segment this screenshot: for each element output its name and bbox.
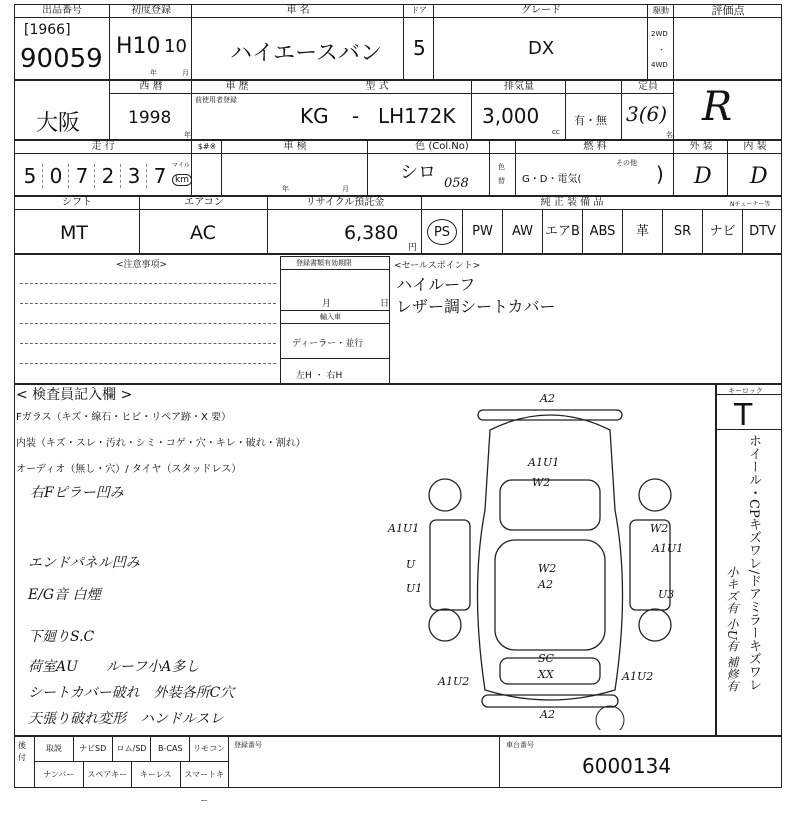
grade-value: DX [528,38,555,59]
seats-value: 3(6) [626,102,668,126]
doc-month: 月 [322,299,332,309]
mileage-unit-km: km [172,174,192,186]
first-reg-month-unit: 月 [182,69,189,77]
option-item: キーレス [131,762,180,788]
sales-points [396,274,776,318]
mileage-digit: 7 [153,164,167,188]
option-item: B-CAS [150,736,189,762]
damage-mark: U3 [658,588,675,601]
color-label: 色 (Col.No) [415,141,469,152]
handwritten-note: 下廻りS.C [28,629,95,645]
damage-mark: W2 [532,476,551,489]
recycle-label: リサイクル預託金 [305,197,385,208]
reg-label: 登録番号 [234,741,262,749]
seats-label: 定員 [638,81,658,92]
glass-line: Fガラス（キズ・線石・ヒビ・リペア跡・X 要） [16,412,232,423]
equipment-item: SR [662,210,702,254]
history-label: 車 歴 [225,81,249,92]
year-value: 1998 [128,108,172,128]
option-label: 後付 [18,741,26,762]
inspection-year-unit: 年 [282,185,289,193]
equipment-item: PW [462,210,502,254]
divider [228,736,500,788]
handwritten-note: シートカバー破れ 外装各所C穴 [28,685,235,701]
fuel-other-label: その他 [616,159,637,167]
option-item: スマートキー [180,762,229,788]
handwritten-notes [20,476,400,732]
displacement-value: 3,000 [482,104,540,128]
equipment-item: 革 [622,210,662,254]
drive-label: 駆動 [653,6,669,15]
history-sub-label: 前使用者登録 [195,96,237,104]
mileage-digit: 2 [96,164,121,188]
ac-label: エアコン [184,197,224,208]
equipment-item: AW [502,210,542,254]
recycle-unit: 円 [408,243,418,253]
audio-line: オーディオ（無し・穴）/ タイヤ（スタッドレス） [16,464,242,475]
mileage-digit: 5 [18,164,43,188]
first-reg-month: 10 [164,36,187,57]
turbo-option: 有・無 [574,114,607,127]
door-label: ドア [411,6,427,15]
seats-unit: 名 [666,131,673,139]
shift-value: MT [60,222,88,244]
handwritten-note: 右Fピラー凹み [30,485,124,501]
fuel-label: 燃 料 [583,141,607,152]
inspection-month-unit: 月 [342,185,349,193]
import-label: 輸入車 [320,313,341,321]
option-item: ナビSD [73,736,112,762]
first-reg-era: H10 [116,34,161,59]
keylock-label: キーロック [728,387,763,395]
option-item: ナンバー [34,762,83,788]
navi-tuner-label: Nチューナー等 [730,201,771,208]
damage-mark: W2 [538,562,557,575]
year-unit: 年 [184,131,191,139]
caution-line [20,343,276,344]
divider [280,358,390,359]
grade-label: グレード [521,5,561,16]
bottom-items-top [34,736,228,762]
recycle-value: 6,380 [344,222,399,244]
region-value: 大阪 [36,111,81,136]
fuel-options: G・D・電気( [522,174,582,185]
shift-label: シフト [62,197,92,208]
damage-mark: SC [538,652,554,665]
damage-mark: A1U2 [438,675,470,688]
handwritten-note: 天張り破れ変形 ハンドルスレ [28,711,224,727]
exterior-score: D [694,164,712,189]
option-item: リモコン [189,736,228,762]
divider [716,394,782,430]
exterior-label: 外 装 [689,141,713,152]
equipment-label: 純 正 装 備 品 [540,197,604,208]
equipment-item: DTV [742,210,782,254]
type-label: 型 式 [365,81,389,92]
equipment-item: ABS [582,210,622,254]
equipment-item: ナビ [702,210,742,254]
type-dash: - [352,104,360,128]
damage-mark: A1U1 [388,522,420,535]
lot-number: 90059 [20,44,103,74]
mileage-label: 走 行 [91,141,115,152]
keylock-value: T [734,398,753,433]
caution-line [20,303,276,304]
caution-label: <注意事項> [116,260,168,270]
mileage-digit: 7 [70,164,95,188]
drive-2wd: 2WD [651,30,668,38]
score-value: R [702,84,733,130]
chassis-number: 6000134 [582,754,672,778]
equipment-item: PS [427,219,457,245]
lot-ref: [1966] [24,22,71,38]
color-number: 058 [444,176,469,191]
color-change-label: 色替 [498,163,505,185]
bottom-items-bottom [34,762,228,805]
handwritten-note: エンドパネル凹み [28,555,140,571]
equipment-item: エアB [542,210,582,254]
damage-mark: A2 [540,708,555,721]
drive-dot: ・ [658,46,665,54]
damage-mark: A2 [538,578,553,591]
inspection-label: 車 検 [283,141,307,152]
damage-mark: A1U1 [652,542,684,555]
first-reg-year-unit: 年 [150,69,157,77]
mileage-unit-mile: マイル [172,162,190,169]
handwritten-note: E/G音 白煙 [28,587,101,603]
caution-line [20,363,276,364]
keylock-vertical: ホイール・CPキズワレ/ドアミラーキズワレ [746,434,761,692]
doc-label: 登録書類有効期限 [296,259,352,267]
doc-day: 日 [380,299,390,309]
option-item: ロム/SD [112,736,151,762]
handwritten-note: 荷室AU ルーフ小A多し [28,659,200,675]
damage-mark: U [406,558,416,571]
damage-mark: A1U1 [528,456,560,469]
score-label: 評価点 [711,4,745,17]
region-year-label: 西 暦 [139,81,163,92]
damage-mark: U1 [406,582,423,595]
drive-4wd: 4WD [651,61,668,69]
damage-mark: W2 [650,522,669,535]
displacement-label: 排気量 [504,81,534,92]
shaken-label: $#※ [197,142,217,151]
damage-mark: XX [538,668,554,681]
door-count: 5 [413,36,426,60]
interior-score: D [750,164,768,189]
displacement-unit: cc [552,128,560,136]
sales-point: ハイルーフ [396,275,476,294]
keylock-small: 小キズ有 小U有 補修有 [725,566,739,692]
lot-label: 出品番号 [42,5,82,16]
caution-line [20,323,276,324]
option-item: スペアキー [83,762,132,788]
first-reg-label: 初度登録 [131,5,171,16]
type-code: LH172K [378,104,456,128]
mileage-digit: 3 [122,164,147,188]
option-item: 取説 [34,736,73,762]
equipment-list [422,210,782,254]
model-label: 車 名 [286,5,310,16]
mileage-digit: 0 [44,164,69,188]
interior-line: 内装（キズ・スレ・汚れ・シミ・コゲ・穴・キレ・破れ・割れ） [16,438,306,449]
car-name: ハイエースバン [230,41,383,66]
ac-value: AC [190,222,216,244]
damage-mark: A2 [540,392,555,405]
diagram-marks [388,390,700,730]
type-prefix: KG [300,104,329,128]
sales-point: レザー調シートカバー [396,297,556,316]
interior-label: 内 装 [743,141,767,152]
color-value: シロ [400,162,436,183]
sales-label: <セールスポイント> [394,261,481,271]
inspector-title: < 検査員記入欄 > [16,387,133,403]
chassis-label: 車台番号 [506,741,534,749]
steering: 左H ・ 右H [296,371,343,381]
mileage-digits [14,156,167,196]
fuel-close: ) [656,162,664,186]
damage-mark: A1U2 [622,670,654,683]
import-type: ディーラー・並行 [292,339,364,349]
caution-line [20,283,276,284]
